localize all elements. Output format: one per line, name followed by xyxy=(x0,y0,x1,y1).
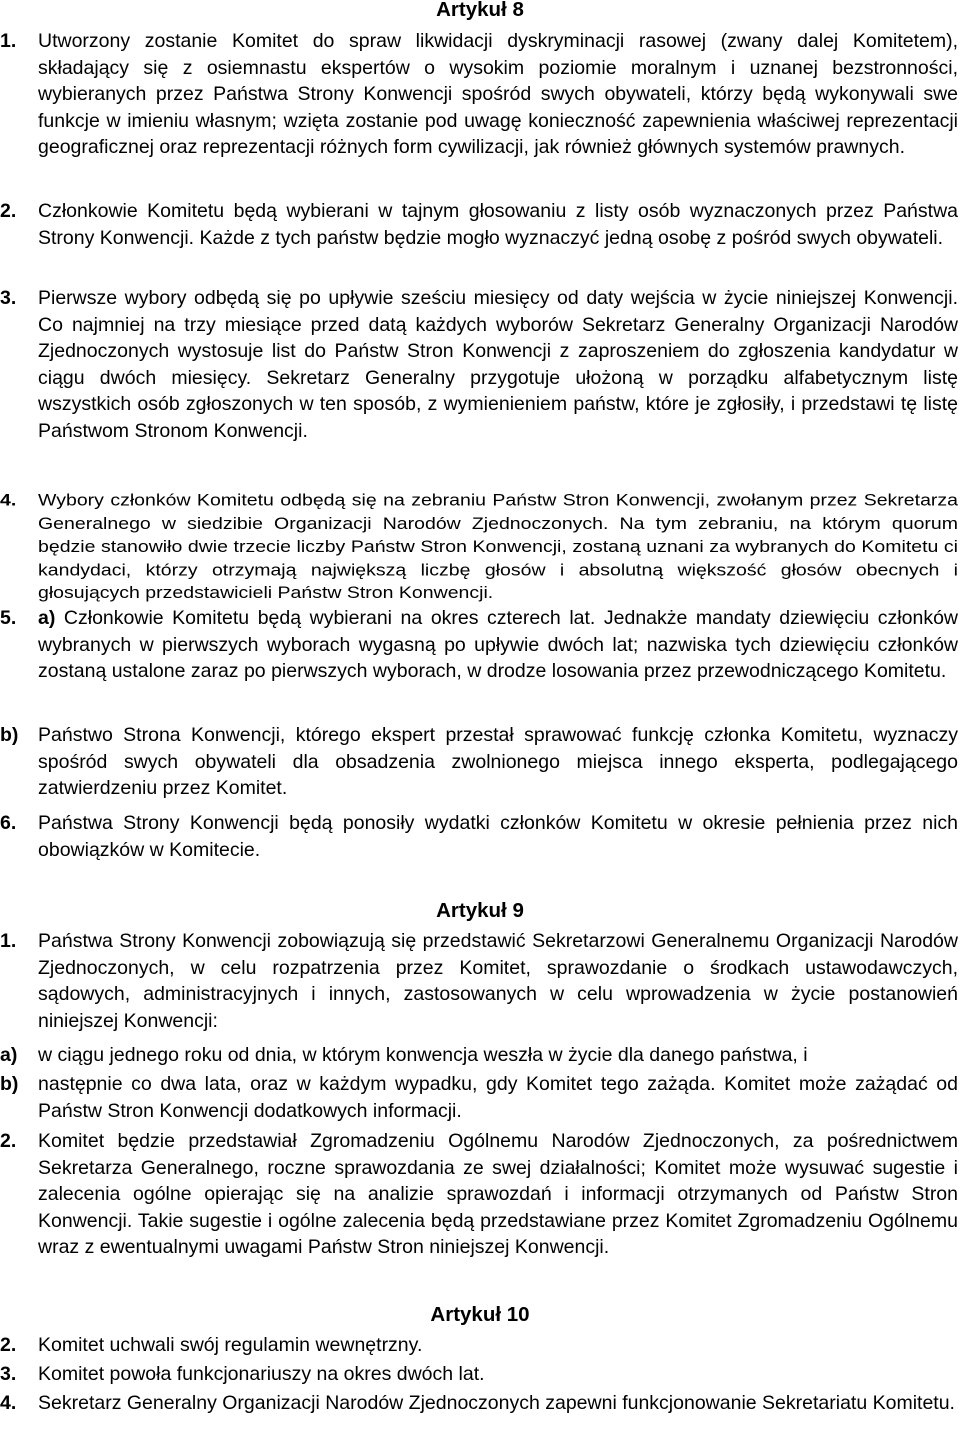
item-text: następnie co dwa lata, oraz w każdym wypadku, gdy Komitet tego zażąda. Komitet może zażądać od Państw Stron Konwencji dodatkowych informacji. xyxy=(38,1073,958,1122)
list-item xyxy=(0,1390,958,1417)
list-item xyxy=(0,1332,958,1359)
item-number: 5. xyxy=(0,607,17,629)
item-text: Państwa Strony Konwencji będą ponosiły wydatki członków Komitetu w okresie pełnienia przez nich obowiązków w Komitecie. xyxy=(38,812,958,861)
list-item xyxy=(0,1361,958,1388)
item-text: Komitet uchwali swój regulamin wewnętrzny. xyxy=(38,1334,423,1356)
item-text: Sekretarz Generalny Organizacji Narodów Zjednoczonych zapewni funkcjonowanie Sekretariatu Komitetu. xyxy=(38,1392,955,1414)
item-number: 1. xyxy=(0,930,17,952)
item-text: Państwo Strona Konwencji, którego ekspert przestał sprawować funkcję członka Komitetu, wyznaczy spośród swych obywateli dla obsadzenia zwolnionego miejsca innego eksperta, podlegającego zatwierdzeniu przez Komitet. xyxy=(38,724,958,800)
list-item xyxy=(0,198,958,251)
item-text: Państwa Strony Konwencji zobowiązują się przedstawić Sekretarzowi Generalnemu Organizacji Narodów Zjednoczonych, w celu rozpatrzenia przez Komitet, sprawozdanie o środkach ustawodawczych, sądowych, administracyjnych i innych, zastosowanych w celu wprowadzenia w życie postanowień niniejszej Konwencji: xyxy=(38,930,958,1032)
item-text: Komitet będzie przedstawiał Zgromadzeniu Ogólnemu Narodów Zjednoczonych, za pośrednictwem Sekretarza Generalnego, roczne sprawozdania ze swej działalności; Komitet może wysuwać sugestie i zalecenia ogólne opierając się na analizie sprawozdań i informacji otrzymanych od Państw Stron Konwencji. Takie sugestie i ogólne zalecenia będą przedstawiane przez Komitet Zgromadzeniu Ogólnemu wraz z ewentualnymi uwagami Państw Stron niniejszej Konwencji. xyxy=(38,1130,958,1259)
item-number: 3. xyxy=(0,1363,17,1385)
item-number: 4. xyxy=(0,490,17,510)
article-heading: Artykuł 9 xyxy=(436,899,524,922)
item-number: b) xyxy=(0,724,19,746)
item-number: 2. xyxy=(0,200,17,222)
list-item xyxy=(0,928,958,1034)
item-text: w ciągu jednego roku od dnia, w którym konwencja weszła w życie dla danego państwa, i xyxy=(38,1044,808,1066)
list-item xyxy=(0,722,958,802)
list-item xyxy=(0,1071,958,1124)
list-item xyxy=(0,1128,958,1261)
list-item xyxy=(0,810,958,863)
item-number: 4. xyxy=(0,1392,17,1414)
item-text: Wybory członków Komitetu odbędą się na zebraniu Państw Stron Konwencji, zwołanym przez Sekretarza Generalnego w siedzibie Organizacji Narodów Zjednoczonych. Na tym zebraniu, na którym quorum będzie stanowiło dwie trzecie liczby Państw Stron Konwencji, zostaną uznani za wybranych do Komitetu ci kandydaci, którzy otrzymają największą liczbę głosów i absolutną większość głosów obecnych i głosujących przedstawicieli Państw Stron Konwencji. xyxy=(38,490,958,603)
item-text: Członkowie Komitetu będą wybierani w tajnym głosowaniu z listy osób wyznaczonych przez Państwa Strony Konwencji. Każde z tych państw będzie mogło wyznaczyć jedną osobę z pośród swych obywateli. xyxy=(38,200,958,249)
item-text: Komitet powoła funkcjonariuszy na okres dwóch lat. xyxy=(38,1363,485,1385)
list-item xyxy=(0,605,958,685)
item-sub-label: a) xyxy=(38,607,56,629)
item-text: Pierwsze wybory odbędą się po upływie sześciu miesięcy od daty wejścia w życie niniejszej Konwencji. Co najmniej na trzy miesiące przed datą każdych wyborów Sekretarz Generalny Organizacji Narodów Zjednoczonych wystosuje list do Państw Stron Konwencji z zaproszeniem do zgłoszenia kandydatur w ciągu dwóch miesięcy. Sekretarz Generalny przygotuje ułożoną w porządku alfabetycznym listę wszystkich osób zgłoszonych w ten sposób, z wymienieniem państw, które je zgłosiły, i przedstawi tę listę Państwom Stronom Konwencji. xyxy=(38,287,958,442)
item-number: 2. xyxy=(0,1130,17,1152)
item-number: 6. xyxy=(0,812,17,834)
item-number: a) xyxy=(0,1044,18,1066)
article-heading: Artykuł 10 xyxy=(430,1303,530,1326)
list-item xyxy=(0,489,958,605)
item-number: 2. xyxy=(0,1334,17,1356)
item-number: b) xyxy=(0,1073,19,1095)
item-text: Utworzony zostanie Komitet do spraw likwidacji dyskryminacji rasowej (zwany dalej Komitetem), składający się z osiemnastu ekspertów o wysokim poziomie moralnym i uznanej bezstronności, wybieranych przez Państwa Strony Konwencji spośród swych obywateli, którzy będą wykonywali swe funkcje w imieniu własnym; wzięta zostanie pod uwagę konieczność zapewnienia właściwej reprezentacji geograficznej oraz reprezentacji różnych form cywilizacji, jak również głównych systemów prawnych. xyxy=(38,30,958,159)
list-item xyxy=(0,285,958,445)
article-heading: Artykuł 8 xyxy=(436,0,524,21)
item-text: Członkowie Komitetu będą wybierani na okres czterech lat. Jednakże mandaty dziewięciu członków wybranych w pierwszych wyborach wygasną po upływie dwóch lat; nazwiska tych dziewięciu członków zostaną ustalone zaraz po pierwszych wyborach, w drodze losowania przez przewodniczącego Komitetu. xyxy=(38,607,958,683)
list-item xyxy=(0,28,958,161)
item-number: 3. xyxy=(0,287,17,309)
list-item xyxy=(0,1042,958,1069)
item-number: 1. xyxy=(0,30,17,52)
